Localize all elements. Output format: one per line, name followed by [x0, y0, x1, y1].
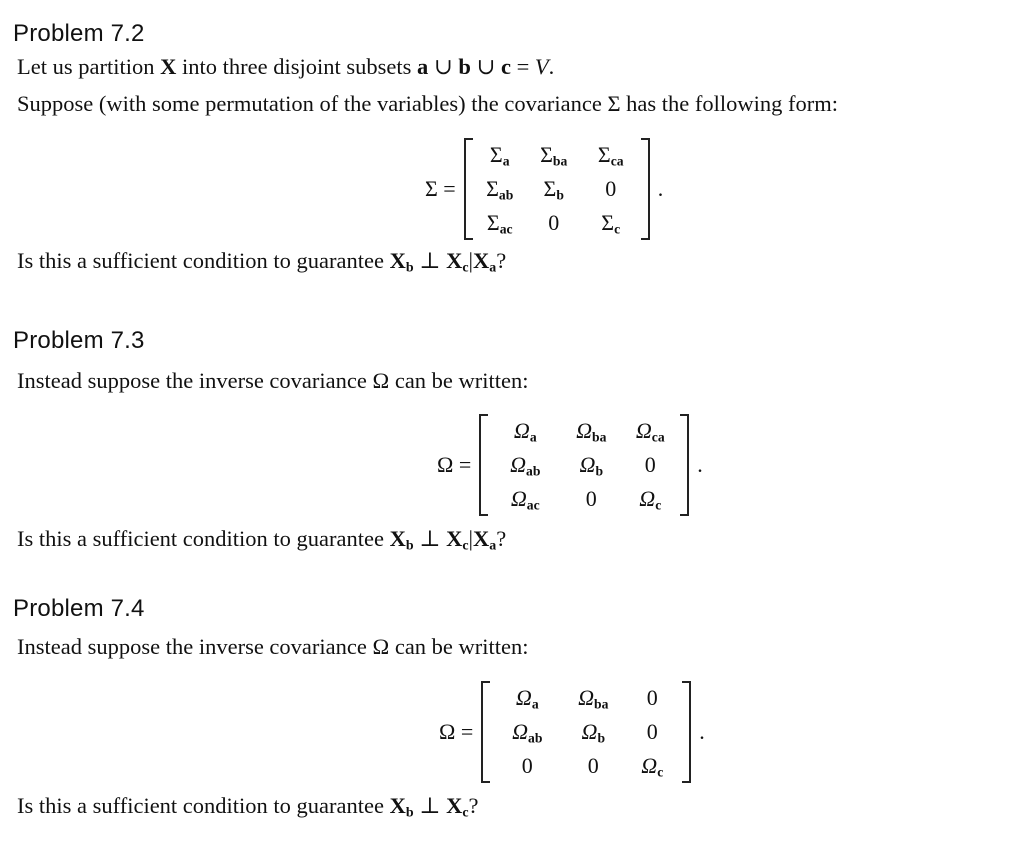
left-bracket: [481, 681, 490, 783]
matrix-cell: $\Omega_a$: [515, 685, 539, 712]
matrix-cell: 0: [548, 210, 560, 235]
covariance-matrix: [425, 138, 663, 240]
matrix-lhs: Ω =: [437, 452, 472, 477]
matrix-cell: $\Omega_b$: [579, 452, 604, 479]
matrix-lhs: Ω =: [439, 719, 474, 744]
left-bracket: [479, 414, 488, 516]
matrix-cell: 0: [521, 753, 533, 778]
left-bracket: [464, 138, 473, 240]
problem-7-3-question: Is this a sufficient condition to guarantee $X_b$ ⊥ $X_c|X_a$?: [17, 526, 507, 554]
problem-7-3-title: Problem 7.3: [13, 327, 145, 354]
matrix-cell: $\Sigma_b$: [543, 176, 564, 203]
matrix-cell: 0: [605, 176, 617, 201]
problem-7-3-intro: Instead suppose the inverse covariance Ω can be written:: [17, 368, 529, 393]
matrix-cell: $\Omega_{ca}$: [635, 418, 665, 445]
matrix-cell: $\Sigma_{ac}$: [486, 210, 513, 237]
matrix-cell: $\Sigma_{ba}$: [540, 142, 568, 169]
matrix-grid: [488, 414, 680, 516]
problem-7-2-question: Is this a sufficient condition to guarantee $X_b$ ⊥ $X_c|X_a$?: [17, 248, 507, 276]
matrix-end-period: .: [657, 176, 664, 201]
matrix-cell: $\Omega_{ba}$: [576, 418, 607, 445]
problem-7-4-title: Problem 7.4: [13, 595, 145, 622]
matrix-cell: $\Omega_{ab}$: [510, 452, 541, 479]
right-bracket: [641, 138, 650, 240]
matrix-grid: [490, 681, 682, 783]
matrix-end-period: .: [699, 719, 705, 744]
problem-7-2-covariance-line: Suppose (with some permutation of the variables) the covariance Σ has the following form:: [17, 91, 838, 116]
matrix-end-period: .: [697, 452, 703, 477]
matrix-cell: 0: [585, 486, 597, 511]
problem-7-2-partition-line: Let us partition X into three disjoint subsets a ∪ b ∪ c = V.: [17, 54, 555, 79]
matrix-cell: $\Sigma_{ca}$: [597, 142, 624, 169]
matrix-cell: $\Sigma_a$: [489, 142, 510, 169]
matrix-grid: [473, 138, 641, 240]
problem-7-4-question: Is this a sufficient condition to guarantee $X_b$ ⊥ $X_c$?: [17, 793, 479, 821]
matrix-cell: $\Omega_{ab}$: [512, 719, 543, 746]
matrix-cell: $\Omega_{ac}$: [510, 486, 540, 513]
inverse-covariance-matrix: [437, 414, 703, 516]
matrix-cell: 0: [646, 685, 658, 710]
matrix-cell: $\Sigma_{ab}$: [486, 176, 514, 203]
matrix-cell: 0: [644, 452, 656, 477]
matrix-cell: $\Omega_a$: [513, 418, 537, 445]
matrix-cell: $\Sigma_c$: [601, 210, 621, 237]
matrix-cell: $\Omega_c$: [639, 486, 662, 513]
inverse-covariance-matrix: [439, 681, 705, 783]
matrix-cell: 0: [587, 753, 599, 778]
matrix-cell: $\Omega_{ba}$: [578, 685, 609, 712]
right-bracket: [682, 681, 691, 783]
matrix-cell: $\Omega_c$: [641, 753, 664, 780]
problem-7-2-title: Problem 7.2: [13, 20, 145, 47]
matrix-lhs: Σ =: [425, 176, 456, 201]
right-bracket: [680, 414, 689, 516]
matrix-cell: $\Omega_b$: [581, 719, 606, 746]
matrix-cell: 0: [646, 719, 658, 744]
problem-7-4-intro: Instead suppose the inverse covariance Ω can be written:: [17, 634, 529, 659]
